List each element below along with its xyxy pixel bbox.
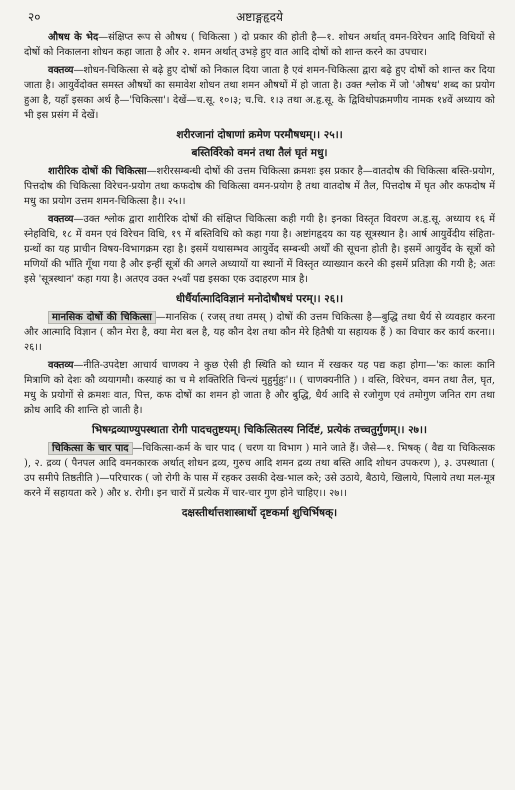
paragraph-sharirik-chikitsa	[24, 164, 495, 209]
paragraph-vaktavya-2	[24, 212, 495, 287]
paragraph-heading: शारीरिक दोषों की चिकित्सा	[48, 166, 147, 177]
paragraph-mansik-chikitsa	[24, 310, 495, 355]
page-header	[24, 4, 495, 30]
paragraph-heading: वक्तव्य	[48, 214, 74, 225]
paragraph-text: —नीति-उपदेष्टा आचार्य चाणक्य ने कुछ ऐसी ही स्थिति को ध्यान में रखकर यह पद्य कहा होगा—'कः कालः कानि मित्राणि को देशः कौ व्ययागमौ। कस्याहं का च मे शक्तिरिति चिन्त्यं मुहुर्मुहुः'।। ( चाणक्यनीति ) । वस्ति, विरेचन, वमन तथा तैल, घृत, मधु के प्रयोगों से क्रमशः वात, पित्त, कफ दोषों का शमन हो जाता है और बुद्धि, धैर्य आदि से रजोगुण एवं तमोगुण जनित राग तथा क्रोध आदि की शान्ति हो जाती है।	[24, 360, 495, 416]
page-number: २०	[28, 10, 41, 24]
verse-26	[24, 290, 495, 308]
paragraph-vaktavya-3	[24, 358, 495, 418]
running-title: अष्टाङ्गहृदये	[236, 10, 283, 24]
verse-line: भिषग्द्रव्याण्युपस्थाता रोगी पादचतुष्टयम्। चिकित्सितस्य निर्दिष्टं, प्रत्येकं तच्चतुर्गुणम्।। २७।।	[92, 424, 427, 436]
verse-line: शरीरजानां दोषाणां क्रमेण परमौषधम्।। २५।।	[176, 129, 343, 141]
paragraph-text: —संक्षिप्त रूप से औषध ( चिकित्सा ) दो प्रकार की होती है—१. शोधन अर्थात् वमन-विरेचन आदि विधियों से दोषों को निकालना शोधन कहा जाता है और २. शमन अर्थात् उभड़े हुए वात आदि दोषों को शान्त करने का उपचार।	[24, 32, 496, 58]
paragraph-text: —चिकित्सा-कर्म के चार पाद ( चरण या विभाग ) माने जाते हैं। जैसे—१. भिषक् ( वैद्य या चिकित्सक ), २. द्रव्य ( पैनपल आदि वमनकारक अर्थात् शोधन द्रव्य, गुरुच आदि शमन द्रव्य तथा बस्ति आदि शोधन उपकरण ), ३. उपस्थाता ( उप समीपे तिष्ठतीति )—परिचारक ( जो रोगी के पास में रहकर उसकी देख-भाल करे; उसे उठाये, बैठाये, खिलाये, पिलाये तथा मल-मूत्र करने में सहायता करे ) और ४. रोगी। इन चारों में प्रत्येक में चार-चार गुण होने चाहिए।। २७।।	[24, 443, 496, 499]
paragraph-text: —मानसिक ( रजस् तथा तमस् ) दोषों की उत्तम चिकित्सा है—बुद्धि तथा धैर्य से व्यवहार करना और आत्मादि विज्ञान ( कौन मेरा है, क्या मेरा बल है, यह कौन देश तथा कौन मेरे हितैषी या सहायक हैं ) का विचार कर कार्य करना।। २६।।	[24, 312, 496, 353]
paragraph-aushadh-bhed	[24, 30, 495, 60]
paragraph-heading: चिकित्सा के चार पाद	[48, 442, 133, 455]
paragraph-text: —उक्त श्लोक द्वारा शारीरिक दोषों की संक्षिप्त चिकित्सा कही गयी है। इनका विस्तृत विवरण अ.हृ.सू. अध्याय १६ में स्नेहविधि, १८ में वमन एवं विरेचन विधि, १९ में बस्तिविधि को कहा गया है। अष्टांगहृदय का यह सूत्रस्थान है। आर्ष आयुर्वेदीय संहिता-ग्रन्थों का यह प्राचीन विषय-विभागक्रम रहा है। इसमें यथासम्भव आयुर्वेद सम्बन्धी अर्थों की सूचना होती है। इसमें आयुर्वेद के सूत्रों को मणियों की भाँति गूँथा गया है और इन्हीं सूत्रों की अगले अध्यायों या स्थानों में विस्तृत व्याख्यान करने की इसमें प्रतिज्ञा की गयी है; अतः इसे 'सूत्रस्थान' कहा गया है। अतएव उक्त २५वाँ पद्य इसका एक उदाहरण मात्र है।	[24, 214, 495, 285]
verse-line: बस्तिर्विरेको वमनं तथा तैलं घृतं मधु।	[191, 147, 328, 159]
paragraph-heading: औषध के भेद	[48, 32, 99, 43]
verse-line: दक्षस्तीर्थात्तशास्त्रार्थो दृष्टकर्मा शुचिर्भिषक्।	[181, 507, 338, 519]
verse-27	[24, 421, 495, 439]
verse-28	[24, 504, 495, 522]
paragraph-heading: मानसिक दोषों की चिकित्सा	[48, 311, 156, 324]
verse-line: धीर्धैर्यात्मादिविज्ञानं मनोदोषौषधं परम्।। २६।।	[175, 293, 344, 305]
paragraph-heading: वक्तव्य	[48, 65, 74, 76]
paragraph-vaktavya-1	[24, 63, 495, 123]
verse-25	[24, 126, 495, 162]
paragraph-chaar-paad	[24, 441, 495, 501]
paragraph-text: —शोधन-चिकित्सा से बढ़े हुए दोषों को निकाल दिया जाता है एवं शमन-चिकित्सा द्वारा बढ़े हुए दोषों को शान्त कर दिया जाता है। आयुर्वेदोक्त समस्त औषधों का समावेश शोधन तथा शमन औषधों में हो जाता है। उक्त श्लोक में जो 'औषध' शब्द का प्रयोग हुआ है, यहाँ इसका अर्थ है—'चिकित्सा'। देखें—च.सू. १०।३; च.चि. १।३ तथा अ.हृ.सू. के द्विविधोपक्रमणीय नामक १४वें अध्याय को भी इस प्रसंग में देखें।	[24, 65, 495, 121]
paragraph-text: —शरीरसम्बन्धी दोषों की उत्तम चिकित्सा क्रमशः इस प्रकार है—वातदोष की चिकित्सा बस्ति-प्रयोग, पित्तदोष की चिकित्सा विरेचन-प्रयोग तथा कफदोष की चिकित्सा वमन-प्रयोग है तथा वातदोष में तैल, पित्तदोष में घृत और कफदोष में मधु का प्रयोग उत्तम शमन-चिकित्सा है।। २५।।	[24, 166, 495, 207]
paragraph-heading: वक्तव्य	[48, 360, 74, 371]
